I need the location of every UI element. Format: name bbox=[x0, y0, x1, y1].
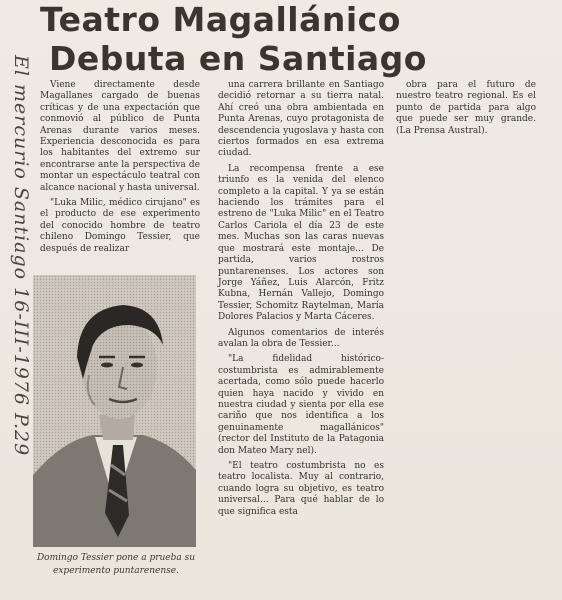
article-paragraph: "El teatro costumbrista no es teatro localista. Muy al contrario, cuando logra su objetivo, es teatro universal... Para qué hablar de lo que significa esta bbox=[218, 461, 384, 517]
headline bbox=[40, 0, 540, 78]
article-paragraph: obra para el futuro de nuestro teatro regional. Es el punto de partida para algo que puede ser muy grande. (La Prensa Austral). bbox=[396, 80, 536, 136]
handwritten-source-note: El mercurio Santiago 16-III-1976 P.29 bbox=[10, 55, 32, 457]
headline-line-2: Debuta en Santiago bbox=[49, 39, 427, 78]
article-column-1 bbox=[40, 80, 200, 259]
article-paragraph: "Luka Milic, médico cirujano" es el producto de ese experimento del conocido hombre de teatro chileno Domingo Tessier, que después de realizar bbox=[40, 198, 200, 254]
portrait-photo bbox=[33, 275, 196, 547]
article-column-3 bbox=[396, 80, 536, 141]
article-paragraph: La recompensa frente a ese triunfo es la venida del elenco completo a la capital. Y ya se están haciendo los trámites para el estreno de "Luka Milic" en el Teatro Carlos Cariola el día 23 de este mes. Muchas son las caras nuevas que mostrará este montaje... De partida, varios rostros puntarenenses. Los actores son Jorge Yáñez, Luis Alarcón, Fritz Kubna, Hernán Vallejo, Domingo Tessier, Schomitz Raytelman, María Dolores Palacios y Marta Cáceres. bbox=[218, 163, 384, 323]
article-paragraph: Algunos comentarios de interés avalan la obra de Tessier... bbox=[218, 327, 384, 349]
photo-caption: Domingo Tessier pone a prueba su experimento puntarenense. bbox=[36, 553, 196, 576]
article-paragraph: Viene directamente desde Magallanes cargado de buenas críticas y de una expectación que conmovió al público de Punta Arenas durante varios meses. Experiencia desconocida es para los habitantes del extremo sur encontrarse ante la perspectiva de montar un espectáculo teatral con alcance nacional y hasta universal. bbox=[40, 80, 200, 193]
article-column-2 bbox=[218, 80, 384, 522]
article-paragraph: "La fidelidad histórico-costumbrista es admirablemente acertada, como sólo puede hacerlo quien haya nacido y vivido en nuestra ciudad y sienta por ella ese cariño que nos identifica a los genuinamente magallánicos" (rector del Instituto de la Patagonia don Mateo Mary nel). bbox=[218, 354, 384, 456]
headline-line-1: Teatro Magallánico bbox=[40, 0, 401, 39]
article-paragraph: una carrera brillante en Santiago decidió retornar a su tierra natal. Ahí creó una obra ambientada en Punta Arenas, cuyo protagonista de descendencia yugoslava y hasta con ciertos formados en esa extrema ciudad. bbox=[218, 80, 384, 159]
portrait-illustration bbox=[33, 275, 196, 547]
